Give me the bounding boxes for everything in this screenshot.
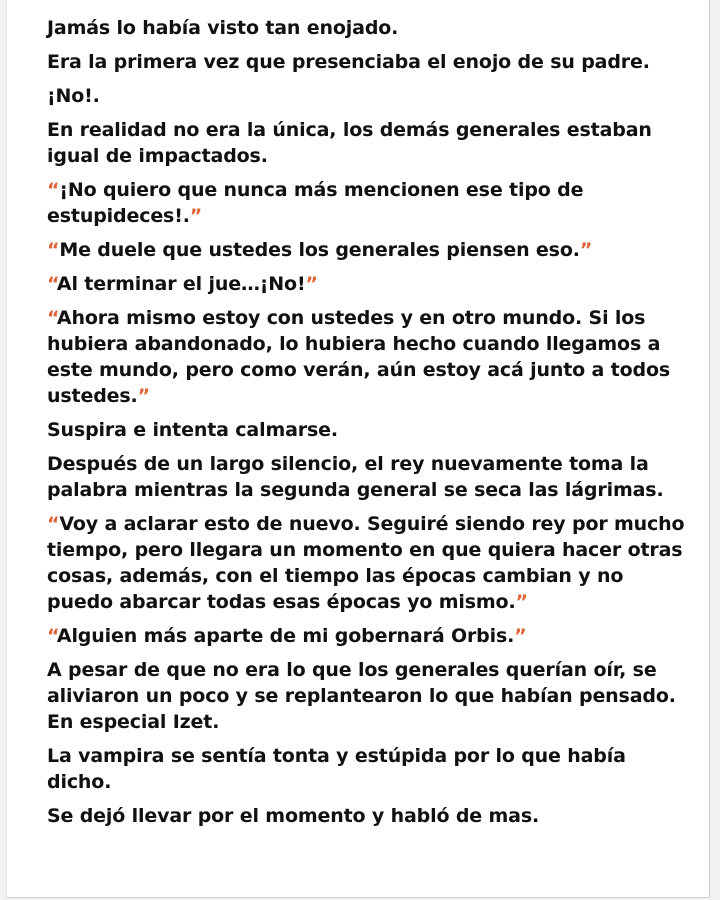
paragraph-text: Suspira e intenta calmarse.: [47, 419, 338, 441]
dialogue-paragraph: [47, 271, 687, 297]
open-quote-mark: “: [47, 513, 60, 535]
narration-paragraph: [47, 657, 687, 735]
open-quote-mark: “: [47, 307, 57, 329]
paragraph-text: ¡No quiero que nunca más mencionen ese tipo de estupideces!.: [47, 179, 584, 227]
paragraph-text: Me duele que ustedes los generales piensen eso.: [59, 239, 580, 261]
paragraph-text: Jamás lo había visto tan enojado.: [47, 17, 399, 39]
document-page: [6, 0, 710, 898]
narration-paragraph: [47, 117, 687, 169]
dialogue-paragraph: [47, 511, 687, 615]
paragraph-text: Al terminar el jue…¡No!: [56, 273, 306, 295]
open-quote-mark: “: [47, 625, 57, 647]
paragraph-text: La vampira se sentía tonta y estúpida por lo que había dicho.: [47, 745, 626, 793]
open-quote-mark: “: [47, 239, 60, 261]
paragraph-text: Después de un largo silencio, el rey nuevamente toma la palabra mientras la segunda general se seca las lágrimas.: [47, 453, 664, 501]
narration-paragraph: [47, 83, 687, 109]
close-quote-mark: ”: [514, 625, 527, 647]
dialogue-paragraph: [47, 177, 687, 229]
paragraph-text: Se dejó llevar por el momento y habló de mas.: [47, 805, 540, 827]
paragraph-text: Ahora mismo estoy con ustedes y en otro mundo. Si los hubiera abandonado, lo hubiera hecho cuando llegamos a este mundo, pero como verán, aún estoy acá junto a todos ustedes.: [47, 307, 671, 407]
close-quote-mark: ”: [515, 591, 528, 613]
paragraph-text: En realidad no era la única, los demás generales estaban igual de impactados.: [47, 119, 652, 167]
narration-paragraph: [47, 49, 687, 75]
narration-paragraph: [47, 803, 687, 829]
dialogue-paragraph: [47, 237, 687, 263]
narration-paragraph: [47, 15, 687, 41]
close-quote-mark: ”: [579, 239, 593, 261]
narration-paragraph: [47, 417, 687, 443]
paragraph-text: ¡No!.: [47, 85, 100, 107]
paragraph-text: Voy a aclarar esto de nuevo. Seguiré siendo rey por mucho tiempo, pero llegara un momento en que quiera hacer otras cosas, además, con el tiempo las épocas cambian y no puedo abarcar todas esas épocas yo mismo.: [47, 513, 685, 613]
open-quote-mark: “: [47, 273, 57, 295]
narration-paragraph: [47, 743, 687, 795]
document-body: [47, 15, 687, 837]
paragraph-text: A pesar de que no era lo que los generales querían oír, se aliviaron un poco y se replantearon lo que habían pensado. En especial Izet.: [47, 659, 676, 733]
narration-paragraph: [47, 451, 687, 503]
close-quote-mark: ”: [137, 385, 150, 407]
dialogue-paragraph: [47, 305, 687, 409]
open-quote-mark: “: [47, 179, 60, 201]
paragraph-text: Era la primera vez que presenciaba el enojo de su padre.: [47, 51, 650, 73]
dialogue-paragraph: [47, 623, 687, 649]
close-quote-mark: ”: [305, 273, 318, 295]
close-quote-mark: ”: [189, 205, 203, 227]
paragraph-text: Alguien más aparte de mi gobernará Orbis.: [56, 625, 515, 647]
